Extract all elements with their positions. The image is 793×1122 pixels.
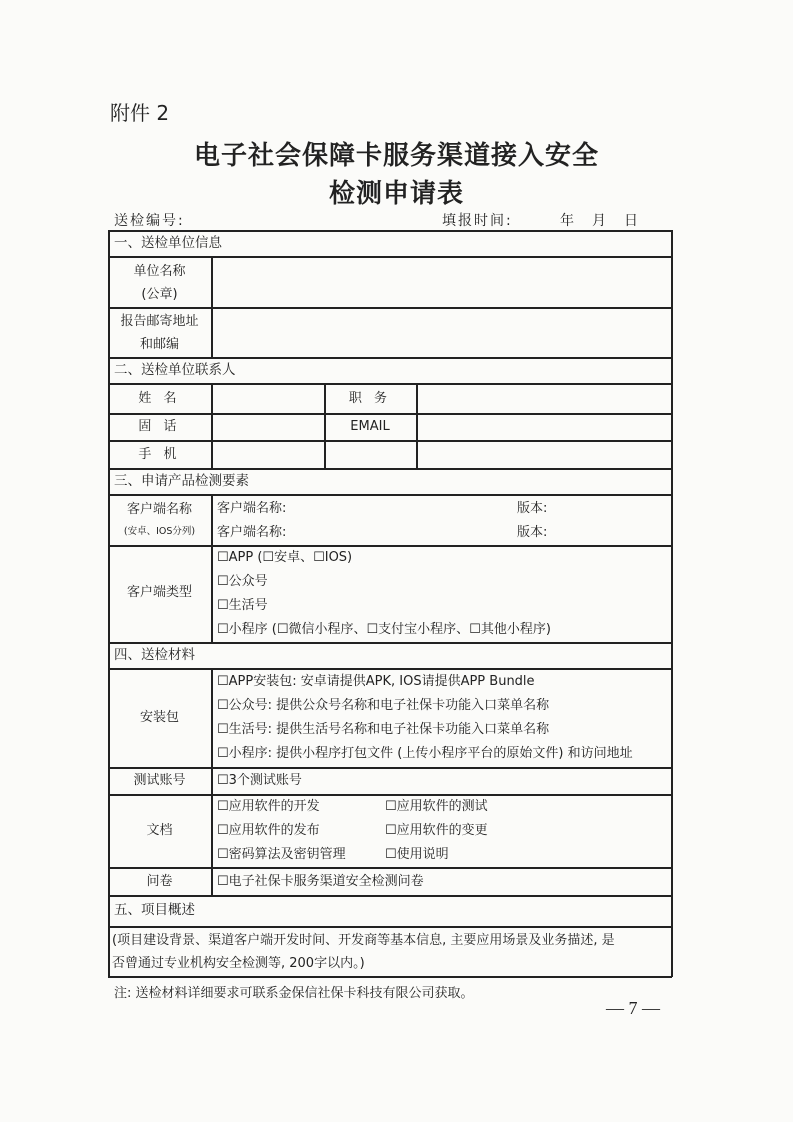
questionnaire-checkbox[interactable]: ☐电子社保卡服务渠道安全检测问卷 bbox=[217, 874, 424, 889]
client-type-label: 客户端类型 bbox=[126, 585, 192, 600]
client-name-sublabel: (安卓、IOS分列) bbox=[123, 526, 196, 537]
table-rule bbox=[108, 642, 672, 644]
contact-phone-field[interactable] bbox=[212, 414, 323, 439]
questionnaire-label: 问卷 bbox=[146, 874, 173, 889]
test-account-checkbox[interactable]: ☐3个测试账号 bbox=[217, 773, 302, 788]
client-type-official-account-checkbox[interactable]: ☐公众号 bbox=[217, 574, 268, 589]
contact-name-label: 姓 名 bbox=[138, 391, 181, 406]
overview-description-line2: 否曾通过专业机构安全检测等, 200字以内。) bbox=[112, 956, 365, 971]
table-rule bbox=[108, 867, 672, 869]
report-postcode-label: 和邮编 bbox=[139, 337, 179, 352]
client-version-field-2[interactable]: 版本: bbox=[517, 525, 548, 540]
doc-change-checkbox[interactable]: ☐应用软件的变更 bbox=[385, 823, 488, 838]
page-number: — 7 — bbox=[606, 998, 660, 1018]
client-type-mini-program-checkbox[interactable]: ☐小程序 (☐微信小程序、☐支付宝小程序、☐其他小程序) bbox=[217, 622, 551, 637]
contact-email-field[interactable] bbox=[417, 414, 670, 439]
contact-phone-label: 固 话 bbox=[138, 419, 181, 434]
client-name-field-2[interactable]: 客户端名称: bbox=[217, 525, 287, 540]
package-life-account-checkbox[interactable]: ☐生活号: 提供生活号名称和电子社保卡功能入口菜单名称 bbox=[217, 722, 550, 737]
contact-position-field[interactable] bbox=[417, 384, 670, 412]
serial-number-label: 送检编号: bbox=[114, 213, 185, 229]
contact-mobile-label: 手 机 bbox=[138, 447, 181, 462]
client-name-field-1[interactable]: 客户端名称: bbox=[217, 501, 287, 516]
fill-date-label: 填报时间: bbox=[442, 213, 513, 229]
install-package-label: 安装包 bbox=[139, 710, 179, 725]
doc-development-checkbox[interactable]: ☐应用软件的开发 bbox=[217, 799, 320, 814]
doc-crypto-checkbox[interactable]: ☐密码算法及密钥管理 bbox=[217, 847, 346, 862]
table-rule bbox=[108, 895, 672, 897]
unit-name-seal-label: (公章) bbox=[141, 287, 178, 302]
client-version-field-1[interactable]: 版本: bbox=[517, 501, 548, 516]
table-border bbox=[671, 230, 673, 977]
client-type-app-checkbox[interactable]: ☐APP (☐安卓、☐IOS) bbox=[217, 550, 353, 565]
section-heading-contact: 二、送检单位联系人 bbox=[114, 362, 236, 378]
form-title-line2: 检测申请表 bbox=[328, 179, 464, 209]
package-app-checkbox[interactable]: ☐APP安装包: 安卓请提供APK, IOS请提供APP Bundle bbox=[217, 674, 535, 689]
table-rule bbox=[108, 794, 672, 796]
contact-mobile-field[interactable] bbox=[212, 441, 323, 467]
table-rule bbox=[108, 668, 672, 670]
overview-description-line1: (项目建设背景、渠道客户端开发时间、开发商等基本信息, 主要应用场景及业务描述, 是 bbox=[112, 933, 615, 948]
doc-testing-checkbox[interactable]: ☐应用软件的测试 bbox=[385, 799, 488, 814]
form-title-line1: 电子社会保障卡服务渠道接入安全 bbox=[193, 141, 599, 171]
table-rule bbox=[108, 767, 672, 769]
doc-manual-checkbox[interactable]: ☐使用说明 bbox=[385, 847, 449, 862]
documents-label: 文档 bbox=[146, 823, 173, 838]
section-heading-product: 三、申请产品检测要素 bbox=[114, 473, 249, 489]
table-border bbox=[108, 230, 672, 232]
table-rule bbox=[211, 668, 213, 895]
section-heading-unit-info: 一、送检单位信息 bbox=[114, 235, 222, 251]
test-account-label: 测试账号 bbox=[133, 773, 186, 788]
table-rule bbox=[108, 468, 672, 470]
unit-name-label: 单位名称 bbox=[133, 264, 186, 279]
table-rule bbox=[108, 545, 672, 547]
report-address-label: 报告邮寄地址 bbox=[120, 314, 199, 329]
date-year: 年 bbox=[560, 213, 576, 229]
footer-note: 注: 送检材料详细要求可联系金保信社保卡科技有限公司获取。 bbox=[114, 986, 474, 1001]
table-rule bbox=[211, 494, 213, 642]
table-rule bbox=[108, 440, 672, 442]
contact-email-label: EMAIL bbox=[350, 419, 390, 434]
package-mini-program-checkbox[interactable]: ☐小程序: 提供小程序打包文件 (上传小程序平台的原始文件) 和访问地址 bbox=[217, 746, 633, 761]
table-rule bbox=[108, 494, 672, 496]
contact-name-field[interactable] bbox=[212, 384, 323, 412]
section-heading-overview: 五、项目概述 bbox=[114, 902, 195, 918]
section-heading-materials: 四、送检材料 bbox=[114, 647, 195, 663]
attachment-label: 附件 2 bbox=[110, 101, 170, 125]
client-type-life-account-checkbox[interactable]: ☐生活号 bbox=[217, 598, 268, 613]
doc-release-checkbox[interactable]: ☐应用软件的发布 bbox=[217, 823, 320, 838]
client-name-label: 客户端名称 bbox=[126, 502, 192, 517]
contact-position-label: 职 务 bbox=[348, 391, 392, 406]
table-border bbox=[108, 976, 672, 978]
report-address-field[interactable] bbox=[212, 308, 670, 356]
package-official-account-checkbox[interactable]: ☐公众号: 提供公众号名称和电子社保卡功能入口菜单名称 bbox=[217, 698, 550, 713]
unit-name-field[interactable] bbox=[212, 258, 670, 306]
date-month: 月 bbox=[592, 213, 608, 229]
date-day: 日 bbox=[624, 213, 640, 229]
table-rule bbox=[108, 357, 672, 359]
table-rule bbox=[108, 926, 672, 928]
